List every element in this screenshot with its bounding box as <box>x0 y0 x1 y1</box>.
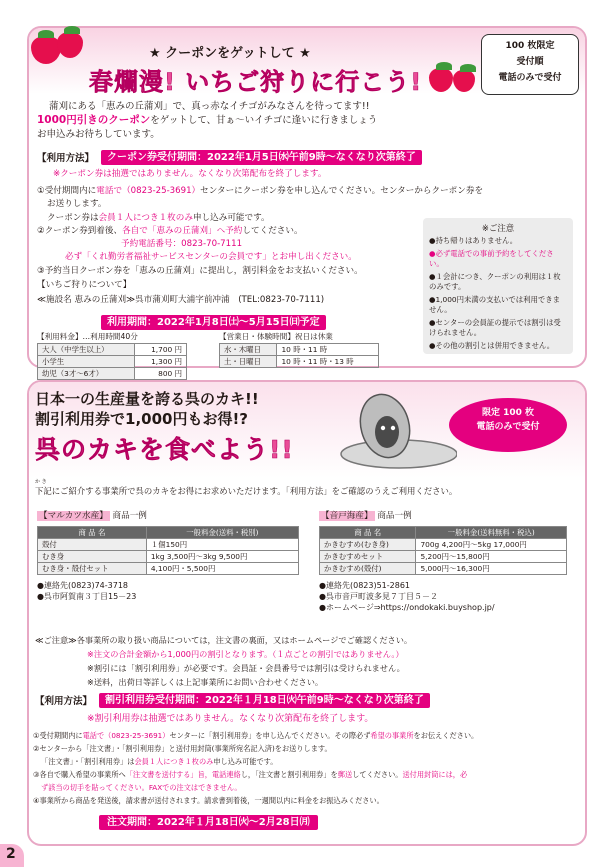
note-item: ●その他の割引とは併用できません。 <box>429 340 555 350</box>
table-header-row <box>38 527 299 539</box>
step-2 <box>37 225 303 237</box>
step-text: クーポン券は <box>47 213 99 223</box>
table-row <box>38 539 299 551</box>
shop-name: 【マルカツ水産】 <box>39 511 108 521</box>
hours-label: 【営業日・体験時間】祝日は休業 <box>219 332 333 341</box>
table-cell: 1,700 円 <box>135 344 187 356</box>
table-cell: 5,000円～16,300円 <box>416 563 567 575</box>
table-cell: 4,100円・5,500円 <box>146 563 298 575</box>
note-item: ●必ず電話での事前予約をしてください。 <box>429 248 554 268</box>
member-notice: 必ず「くれ勤労者福祉サービスセンターの会員です」とお申し出ください。 <box>65 252 357 262</box>
shop-sub: 商品一例 <box>377 511 412 521</box>
step-text: ①受付期間内に <box>37 186 97 196</box>
step-text: センターにクーポン券を申し込んでください。センターからクーポン券を <box>200 186 484 196</box>
shop-marukatsu <box>37 510 307 622</box>
table-row <box>38 368 187 380</box>
step-1-limit <box>47 212 270 224</box>
table-row <box>320 539 567 551</box>
table-cell: むき身・殻付セット <box>38 563 147 575</box>
shop-sub: 商品一例 <box>112 511 147 521</box>
table-row <box>38 551 299 563</box>
oyster-section <box>27 380 587 846</box>
table-cell: かきむすめ(殻付) <box>320 563 416 575</box>
table-cell: 10 時・11 時 <box>277 344 379 356</box>
fee-table <box>37 343 187 380</box>
badge-line: 限定 100 枚 <box>481 408 535 418</box>
step-3: ③予約当日クーポン券を「恵みの丘蒲刈」に提出し，割引料金をお支払いください。 <box>37 266 363 276</box>
oyster-step-3b: ず該当の切手を貼ってください。FAXでの注文はできません。 <box>41 783 242 792</box>
badge-line: 電話のみで受付 <box>476 422 540 432</box>
table-cell: 水・木曜日 <box>220 344 277 356</box>
notes-title: ※ご注意 <box>481 223 515 233</box>
table-header: 一般料金(送料無料・税込) <box>416 527 567 539</box>
phone-number: 電話で（0823-25-3691） <box>96 186 201 196</box>
usage-label: 【利用方法】 <box>37 153 95 164</box>
table-cell: 10 時・11 時・13 時 <box>277 356 379 368</box>
page-number: 2 <box>6 846 16 862</box>
highlight-text: 送付用封筒には，必 <box>402 770 468 779</box>
oyster-note: ※割引には「割引利用券」が必要です。会員証・会員番号では割引は受けられません。 <box>87 663 405 673</box>
step-text: ③各自で購入希望の事業所へ <box>33 770 126 779</box>
table-cell: かきむすめ(むき身) <box>320 539 416 551</box>
lottery-note: ※割引利用券は抽選ではありません。なくなり次第配布を終了します。 <box>87 714 374 724</box>
oyster-title: 呉のカキを食べよう!! <box>35 435 294 464</box>
ticket-period-banner: 割引利用券受付期間：2022年１月18日㈫午前9時～なくなり次第終了 <box>99 693 430 708</box>
oyster-step-1 <box>33 730 478 741</box>
table-cell: 800 円 <box>135 368 187 380</box>
table-cell: 小学生 <box>38 356 135 368</box>
table-header: 商 品 名 <box>320 527 416 539</box>
fee-label: 【利用料金】…利用時間40分 <box>37 332 138 341</box>
furigana: か き <box>35 479 47 485</box>
table-header: 一般料金(送料・税別) <box>146 527 298 539</box>
table-row <box>38 356 187 368</box>
step-text: 申し込み可能です。 <box>192 213 270 223</box>
intro-line <box>37 114 377 127</box>
strawberry-title: 春爛漫! いちご狩りに行こう! <box>89 68 423 96</box>
oyster-step-3 <box>33 769 467 780</box>
coupon-period-banner: クーポン券受付期間：2022年1月5日㈬午前9時～なくなり次第終了 <box>101 150 422 165</box>
shop-homepage-link[interactable]: ●ホームページ⇒https://ondokaki.buyshop.jp/ <box>319 603 495 612</box>
shop-ondo <box>319 510 581 622</box>
phone-number: 電話で（0823-25-3691） <box>82 731 170 740</box>
limit-text: 会員１人につき１枚のみ <box>134 757 214 766</box>
table-row <box>38 344 187 356</box>
table-header-row <box>320 527 567 539</box>
coupon-highlight: 1000円引きのクーポン <box>37 114 151 126</box>
highlight-text: 郵送 <box>337 770 353 779</box>
reserve-text: 各自で「恵みの丘蒲刈」へ予約 <box>122 226 243 236</box>
step-text: してください。 <box>352 770 403 779</box>
limit-text: 会員１人につき１枚のみ <box>98 213 193 223</box>
step-text: ①受付期間内に <box>33 731 83 740</box>
intro-line: お申込みお待ちしています。 <box>37 129 160 140</box>
step-text: してください。 <box>242 226 303 236</box>
note-item: ●持ち帰りはありません。 <box>429 236 518 245</box>
intro-text: をゲットして、甘ぁ～いイチゴに逢いに行きましょう <box>150 115 378 126</box>
table-cell: 1,300 円 <box>135 356 187 368</box>
shop-address: ●呉市音戸町波多見７丁目５－２ <box>319 592 438 601</box>
step-text: をお伝えください。 <box>413 731 479 740</box>
table-row <box>220 356 379 368</box>
step-text: ②クーポン券到着後、 <box>37 226 123 236</box>
table-row <box>320 563 567 575</box>
usage-label: 【利用方法】 <box>35 696 93 707</box>
oyster-intro: 下記にご紹介する事業所で呉のカキをお得にお求めいただけます。「利用方法」をご確認のうえご利用ください。 <box>35 486 458 496</box>
shop-contact: ●連絡先(0823)74-3718 <box>37 581 129 590</box>
table-row <box>320 551 567 563</box>
oyster-note: ※注文の合計金額から1,000円の割引となります。（１点ごとの割引ではありません。） <box>87 649 404 659</box>
strawberry-section <box>27 26 587 378</box>
table-cell: １個150円 <box>146 539 298 551</box>
shop2-table <box>319 526 567 575</box>
hours-table <box>219 343 379 368</box>
reserve-tel: 予約電話番号：0823-70-7111 <box>121 239 243 249</box>
limit-badge <box>481 34 579 95</box>
oyster-step-2b <box>41 756 277 767</box>
table-row <box>220 344 379 356</box>
about-label: 【いちご狩りについて】 <box>37 280 132 290</box>
step-text: センターに「割引利用券」を申し込んでください。その際必ず <box>169 731 371 740</box>
table-row <box>38 563 299 575</box>
step-text: 申し込み可能です。 <box>213 757 278 766</box>
use-period-banner: 利用期間：2022年1月8日㈯～5月15日㈰予定 <box>101 315 326 330</box>
shop-heading <box>319 510 581 522</box>
oyster-headline: 割引利用券で1,000円もお得!? <box>35 410 248 428</box>
table-cell: 殻付 <box>38 539 147 551</box>
lottery-note: ※クーポン券は抽選ではありません。なくなり次第配布を終了します。 <box>53 169 327 179</box>
highlight-text: 希望の事業所 <box>370 731 414 740</box>
oyster-limit-badge <box>449 398 567 452</box>
table-cell: 幼児（3才～6才） <box>38 368 135 380</box>
oyster-note: ※送料，出荷日等詳しくは上記事業所にお問い合わせください。 <box>87 677 324 687</box>
table-cell: 大人（中学生以上） <box>38 344 135 356</box>
step-text: し，「注文書と割引利用券」を <box>240 770 338 779</box>
table-cell: むき身 <box>38 551 147 563</box>
step-1 <box>37 185 483 197</box>
notes-box <box>423 218 573 354</box>
highlight-text: 「注文書を送付する」旨，電話連絡 <box>125 770 241 779</box>
table-cell: 土・日曜日 <box>220 356 277 368</box>
order-period-banner: 注文期間：2022年１月18日㈫～2月28日㈪ <box>99 815 318 830</box>
table-header: 商 品 名 <box>38 527 147 539</box>
badge-line: 電話のみで受付 <box>498 73 562 83</box>
shop-name: 【音戸海産】 <box>321 511 373 521</box>
note-item: ●1,000円未満の支払いでは利用できません。 <box>429 294 561 314</box>
table-cell: 5,200円～15,800円 <box>416 551 567 563</box>
oyster-step-4: ④事業所から商品を発送後，請求書が送付されます。請求書到着後，一週間以内に料金をお振込みください。 <box>33 796 384 805</box>
step-text: 「注文書」・「割引利用券」は <box>41 757 135 766</box>
shop-contact: ●連絡先(0823)51-2861 <box>319 581 411 590</box>
strawberry-kicker: ★ クーポンをゲットして ★ <box>149 46 311 61</box>
table-cell: 1kg 3,500円～3kg 9,500円 <box>146 551 298 563</box>
note-item: ●１会計につき、クーポンの利用は１枚のみです。 <box>429 271 561 291</box>
step-1-cont: お送りします。 <box>47 199 107 209</box>
table-cell: 700g 4,200円～5kg 17,000円 <box>416 539 567 551</box>
intro-line: 蒲刈にある「恵みの丘蒲刈」で、真っ赤なイチゴがみなさんを待ってます!! <box>49 101 370 112</box>
table-cell: かきむすめセット <box>320 551 416 563</box>
oyster-note: ≪ご注意≫各事業所の取り扱い商品については，注文書の裏面，又はホームページでご確認ください。 <box>35 635 413 645</box>
badge-line: 受付順 <box>516 57 544 67</box>
shop-heading <box>37 510 307 522</box>
badge-line: 100 枚限定 <box>505 41 555 51</box>
shop-address: ●呉市阿賀南３丁目15－23 <box>37 592 137 601</box>
facility-info: ≪施設名 恵みの丘蒲刈≫呉市蒲刈町大浦字前冲浦 (TEL:0823-70-7111) <box>37 295 325 305</box>
shop1-table <box>37 526 299 575</box>
oyster-character-icon <box>329 384 457 474</box>
note-item: ●センターの会員証の提示では割引は受けられません。 <box>429 317 561 337</box>
oyster-step-2: ②センターから「注文書」・「割引利用券」と送付用封筒(事業所宛名記入済)をお送りします。 <box>33 744 332 753</box>
oyster-headline: 日本一の生産量を誇る呉のカキ!! <box>35 390 259 408</box>
